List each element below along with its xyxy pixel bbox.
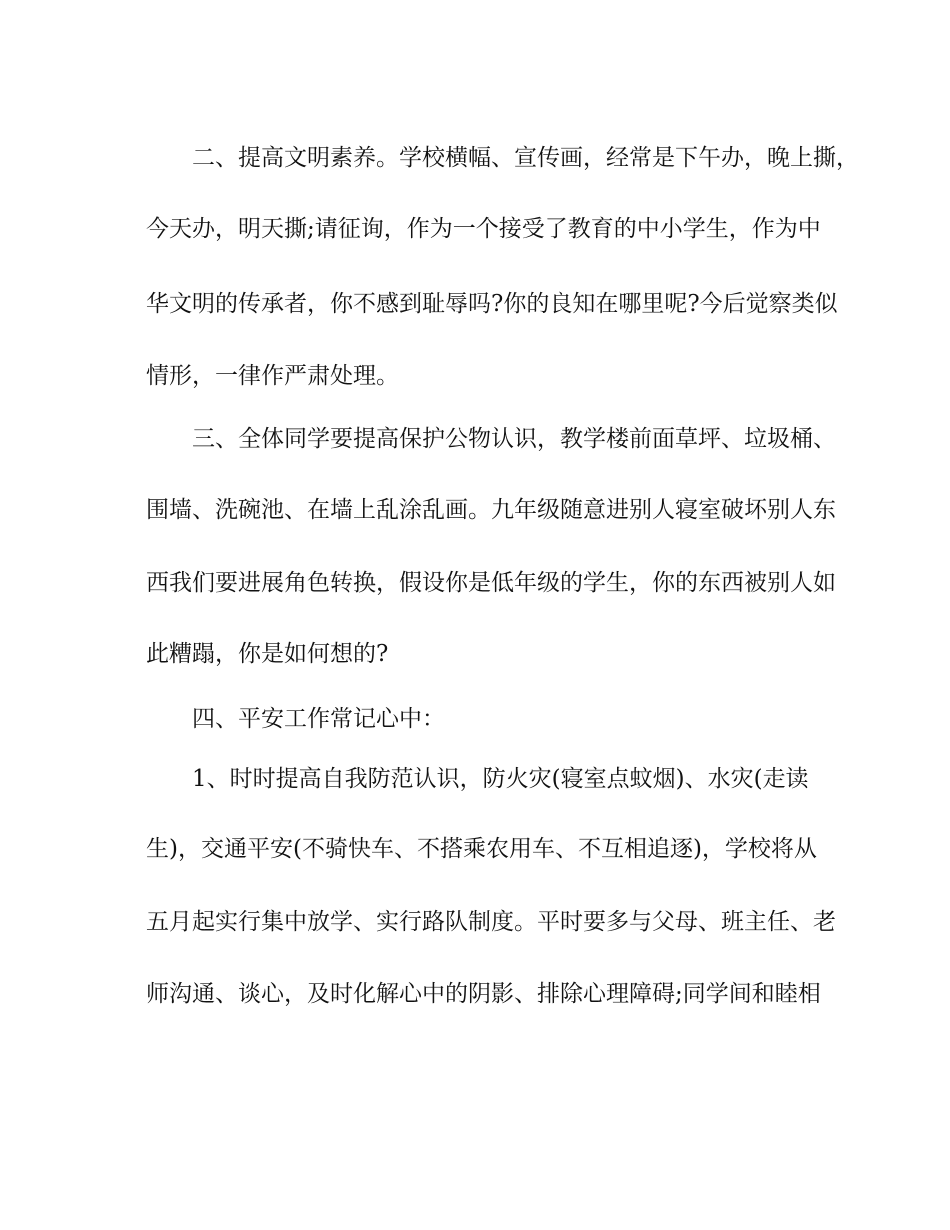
text-line: 此糟蹋，你是如何想的?	[146, 641, 389, 667]
text-line: 围墙、洗碗池、在墙上乱涂乱画。九年级随意进别人寝室破坏别人东	[146, 497, 836, 523]
text-line: 今天办，明天撕;请征询，作为一个接受了教育的中小学生，作为中	[146, 216, 821, 242]
text-line: 师沟通、谈心，及时化解心中的阴影、排除心理障碍;同学间和睦相	[146, 981, 821, 1007]
text-line: 情形，一律作严肃处理。	[146, 363, 399, 389]
text-line: 二、提高文明素养。学校横幅、宣传画，经常是下午办，晚上撕，	[192, 145, 859, 171]
text-line: 五月起实行集中放学、实行路队制度。平时要多与父母、班主任、老	[146, 909, 836, 935]
text-line: 西我们要进展角色转换，假设你是低年级的学生，你的东西被别人如	[146, 570, 836, 596]
text-line: 三、全体同学要提高保护公物认识，教学楼前面草坪、垃圾桶、	[192, 426, 836, 452]
text-line: 四、平安工作常记心中：	[192, 706, 445, 732]
text-line: 生)，交通平安(不骑快车、不搭乘农用车、不互相追逐)，学校将从	[146, 836, 817, 862]
text-line: 华文明的传承者，你不感到耻辱吗?你的良知在哪里呢?今后觉察类似	[146, 291, 838, 317]
text-line: 1、时时提高自我防范认识，防火灾(寝室点蚊烟)、水灾(走读	[192, 766, 809, 792]
